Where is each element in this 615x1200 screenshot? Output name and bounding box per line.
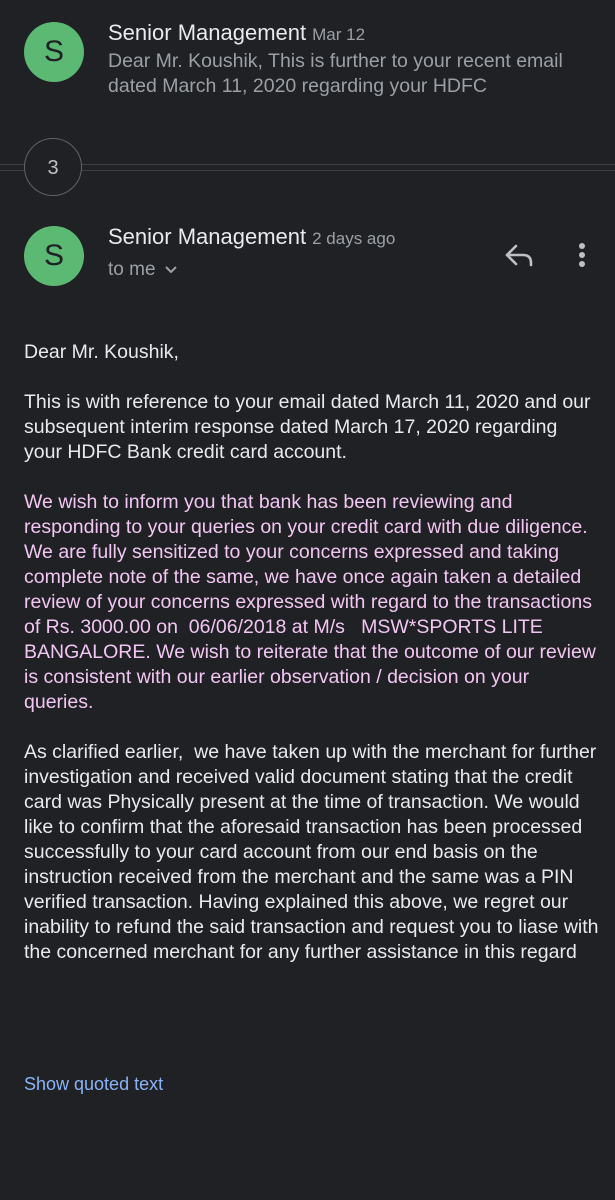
- recipient-toggle[interactable]: [108, 259, 178, 281]
- sender-name[interactable]: Senior Management: [108, 224, 307, 249]
- hidden-messages-count[interactable]: 3: [24, 138, 82, 196]
- chevron-down-icon: [164, 259, 178, 281]
- body-paragraph-3: As clarified earlier, we have taken up with the merchant for further investigation and received valid document stating that the credit card was Physically present at the time of transaction. We would like to confirm that the aforesaid transaction has been processed successfully to your card account from our end basis on the instruction received from the merchant and the same was a PIN verified transaction. Having explained this above, we regret our inability to refund the said transaction and request you to liase with the concerned merchant for any further assistance in this regard: [24, 741, 604, 963]
- body-greeting: Dear Mr. Koushik,: [24, 341, 179, 363]
- recipient-label: to me: [108, 259, 156, 281]
- body-paragraph-1: This is with reference to your email dated March 11, 2020 and our subsequent interim response dated March 17, 2020 regarding your HDFC Bank credit card account.: [24, 391, 591, 463]
- sender-avatar[interactable]: S: [24, 226, 84, 286]
- message-body: [24, 340, 604, 965]
- message-date: 2 days ago: [312, 229, 396, 248]
- thread-divider-bottom: [0, 170, 615, 171]
- sender-line: [108, 20, 365, 46]
- sender-avatar[interactable]: S: [24, 22, 84, 82]
- thread-divider-top: [0, 164, 615, 165]
- sender-line: [108, 224, 395, 250]
- message-snippet: Dear Mr. Koushik, This is further to your recent email dated March 11, 2020 regarding your HDFC: [108, 50, 563, 97]
- more-vert-icon[interactable]: [562, 236, 602, 276]
- body-paragraph-2: We wish to inform you that bank has been reviewing and responding to your queries on your credit card with due diligence. We are fully sensitized to your concerns expressed and taking complete note of the same, we have once again taken a detailed review of your concerns expressed with regard to the transactions of Rs. 3000.00 on 06/06/2018 at M/s MSW*SPORTS LITE BANGALORE. We wish to reiterate that the outcome of our review is consistent with our earlier observation / decision on your queries.: [24, 491, 602, 713]
- message-date: Mar 12: [312, 25, 366, 44]
- reply-icon[interactable]: [498, 236, 538, 276]
- sender-name: Senior Management: [108, 20, 307, 45]
- show-quoted-text-link[interactable]: Show quoted text: [24, 1074, 164, 1094]
